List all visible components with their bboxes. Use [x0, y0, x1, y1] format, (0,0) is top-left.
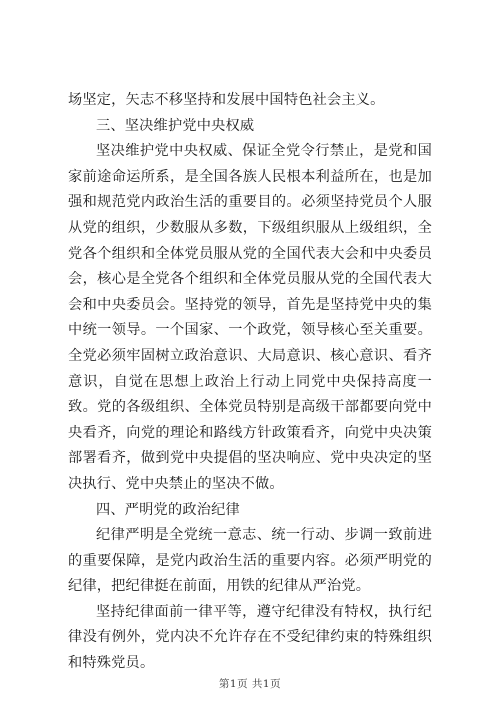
paragraph-party-authority: 坚决维护党中央权威、保证全党令行禁止，是党和国家前途命运所系，是全国各族人民根本利益所在，也是加强和规范党内政治生活的重要目的。必须坚持党员个人服从党的组织，少数服从多数，下级组织服从上级组织，全党各个组织和全体党员服从党的全国代表大会和中央委员会，核心是全党各个组织和全体党员服从党的全国代表大会和中央委员会。坚持党的领导，首先是坚持党中央的集中统一领导。一个国家、一个政党，领导核心至关重要。全党必须牢固树立政治意识、大局意识、核心意识、看齐意识，自觉在思想上政治上行动上同党中央保持高度一致。党的各级组织、全体党员特别是高级干部都要向党中央看齐，向党的理论和路线方针政策看齐，向党中央决策部署看齐，做到党中央提倡的坚决响应、党中央决定的坚决执行、党中央禁止的坚决不做。 [68, 143, 432, 492]
paragraph-discipline: 纪律严明是全党统一意志、统一行动、步调一致前进的重要保障，是党内政治生活的重要内容。必须严明党的纪律，把纪律挺在前面，用铁的纪律从严治党。 [68, 527, 432, 595]
document-body [68, 88, 432, 677]
paragraph-continuation: 场坚定，矢志不移坚持和发展中国特色社会主义。 [68, 92, 385, 108]
paragraph-equality: 坚持纪律面前一律平等，遵守纪律没有特权，执行纪律没有例外，党内决不允许存在不受纪律约束的特殊组织和特殊党员。 [68, 603, 432, 672]
section-heading-4: 四、严明党的政治纪律 [96, 501, 240, 518]
page-footer: 第1页 共1页 [218, 678, 282, 690]
section-heading-3: 三、坚决维护党中央权威 [96, 117, 255, 134]
